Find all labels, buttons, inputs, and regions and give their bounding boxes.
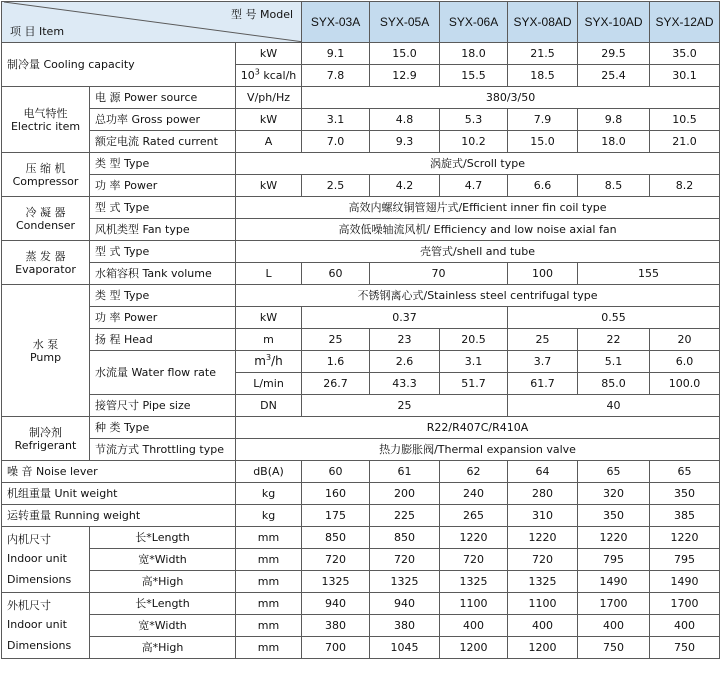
value-cell: 1700 — [578, 593, 650, 615]
value-cell: 85.0 — [578, 373, 650, 395]
value-cell: 940 — [302, 593, 370, 615]
value-cell: 4.7 — [440, 175, 508, 197]
value-cell: 15.0 — [508, 131, 578, 153]
model-name: SYX-08AD — [508, 2, 578, 43]
value-cell: 20 — [650, 329, 720, 351]
value-cell: 1200 — [508, 637, 578, 659]
value-cell: 1.6 — [302, 351, 370, 373]
value-cell: 225 — [370, 505, 440, 527]
table-row — [2, 329, 720, 351]
value-cell: 12.9 — [370, 65, 440, 87]
value-cell: 15.5 — [440, 65, 508, 87]
value-cell: 高效内螺纹铜管翅片式/Efficient inner fin coil type — [236, 197, 720, 219]
evaporator-category: 蒸 发 器 Evaporator — [2, 241, 90, 285]
value-cell: 795 — [578, 549, 650, 571]
table-row — [2, 307, 720, 329]
value-cell: 1100 — [440, 593, 508, 615]
row-label: 型 式 Type — [90, 241, 236, 263]
value-cell: 60 — [302, 461, 370, 483]
value-cell: 10.2 — [440, 131, 508, 153]
value-cell: 30.1 — [650, 65, 720, 87]
unit-cell: L/min — [236, 373, 302, 395]
value-cell: 62 — [440, 461, 508, 483]
table-row — [2, 43, 720, 65]
outdoor-dimensions-category: 外机尺寸 Indoor unit Dimensions — [2, 593, 90, 659]
table-row — [2, 109, 720, 131]
refrigerant-category: 制冷剂 Refrigerant — [2, 417, 90, 461]
value-cell: 4.2 — [370, 175, 440, 197]
table-row — [2, 615, 720, 637]
model-name: SYX-10AD — [578, 2, 650, 43]
value-cell: 160 — [302, 483, 370, 505]
value-cell: 9.1 — [302, 43, 370, 65]
unit-cell: kg — [236, 483, 302, 505]
value-cell: 20.5 — [440, 329, 508, 351]
row-label: 扬 程 Head — [90, 329, 236, 351]
value-cell: 5.3 — [440, 109, 508, 131]
value-cell: 1325 — [302, 571, 370, 593]
value-cell: 720 — [508, 549, 578, 571]
value-cell: 51.7 — [440, 373, 508, 395]
unit-cell: dB(A) — [236, 461, 302, 483]
value-cell: 240 — [440, 483, 508, 505]
value-cell: 1700 — [650, 593, 720, 615]
unit-cell: V/ph/Hz — [236, 87, 302, 109]
value-cell: 26.7 — [302, 373, 370, 395]
row-label: 运转重量 Running weight — [2, 505, 236, 527]
unit-cell: mm — [236, 549, 302, 571]
table-row — [2, 571, 720, 593]
value-cell: 0.37 — [302, 307, 508, 329]
value-cell: 70 — [370, 263, 508, 285]
value-cell: 6.6 — [508, 175, 578, 197]
item-header-label: 项 目 Item — [10, 25, 65, 38]
model-name: SYX-06A — [440, 2, 508, 43]
value-cell: 100 — [508, 263, 578, 285]
table-row — [2, 153, 720, 175]
value-cell: 1220 — [440, 527, 508, 549]
row-label: 宽*Width — [90, 615, 236, 637]
unit-cell: DN — [236, 395, 302, 417]
unit-cell: A — [236, 131, 302, 153]
value-cell: 350 — [578, 505, 650, 527]
value-cell: 1325 — [370, 571, 440, 593]
pump-category: 水 泵 Pump — [2, 285, 90, 417]
model-name: SYX-12AD — [650, 2, 720, 43]
value-cell: 8.5 — [578, 175, 650, 197]
unit-cell: mm — [236, 571, 302, 593]
table-row — [2, 527, 720, 549]
value-cell: 21.0 — [650, 131, 720, 153]
model-name: SYX-03A — [302, 2, 370, 43]
row-label: 长*Length — [90, 593, 236, 615]
value-cell: 23 — [370, 329, 440, 351]
value-cell: 25.4 — [578, 65, 650, 87]
value-cell: 720 — [302, 549, 370, 571]
value-cell: 720 — [370, 549, 440, 571]
header-row — [2, 2, 720, 43]
value-cell: 100.0 — [650, 373, 720, 395]
value-cell: 热力膨胀阀/Thermal expansion valve — [236, 439, 720, 461]
value-cell: 385 — [650, 505, 720, 527]
row-label: 节流方式 Throttling type — [90, 439, 236, 461]
row-label: 宽*Width — [90, 549, 236, 571]
unit-cell: mm — [236, 637, 302, 659]
unit-cell: kg — [236, 505, 302, 527]
value-cell: 750 — [650, 637, 720, 659]
row-label: 噪 音 Noise lever — [2, 461, 236, 483]
row-label: 机组重量 Unit weight — [2, 483, 236, 505]
row-label: 风机类型 Fan type — [90, 219, 236, 241]
value-cell: 200 — [370, 483, 440, 505]
electric-category: 电气特性 Electric item — [2, 87, 90, 153]
unit-cell: m — [236, 329, 302, 351]
value-cell: 4.8 — [370, 109, 440, 131]
unit-cell: mm — [236, 593, 302, 615]
row-label: 水箱容积 Tank volume — [90, 263, 236, 285]
value-cell: 不锈钢离心式/Stainless steel centrifugal type — [236, 285, 720, 307]
value-cell: 1490 — [578, 571, 650, 593]
value-cell: 155 — [578, 263, 720, 285]
value-cell: 10.5 — [650, 109, 720, 131]
value-cell: 7.9 — [508, 109, 578, 131]
table-row — [2, 131, 720, 153]
value-cell: 175 — [302, 505, 370, 527]
compressor-category: 压 缩 机 Compressor — [2, 153, 90, 197]
table-row — [2, 461, 720, 483]
value-cell: 850 — [302, 527, 370, 549]
value-cell: 7.8 — [302, 65, 370, 87]
table-row — [2, 87, 720, 109]
table-row — [2, 219, 720, 241]
header-corner — [2, 2, 302, 43]
value-cell: 350 — [650, 483, 720, 505]
value-cell: 15.0 — [370, 43, 440, 65]
table-row — [2, 505, 720, 527]
value-cell: 1490 — [650, 571, 720, 593]
value-cell: 35.0 — [650, 43, 720, 65]
value-cell: 7.0 — [302, 131, 370, 153]
value-cell: 380 — [370, 615, 440, 637]
value-cell: 850 — [370, 527, 440, 549]
value-cell: 1220 — [578, 527, 650, 549]
row-label: 总功率 Gross power — [90, 109, 236, 131]
value-cell: 6.0 — [650, 351, 720, 373]
value-cell: 29.5 — [578, 43, 650, 65]
table-row — [2, 417, 720, 439]
table-row — [2, 197, 720, 219]
unit-cell: $m^3/h$ — [236, 351, 302, 373]
value-cell: 9.3 — [370, 131, 440, 153]
model-header-label: 型 号 Model — [231, 8, 294, 21]
value-cell: 65 — [578, 461, 650, 483]
row-label: 型 式 Type — [90, 197, 236, 219]
row-label: 额定电流 Rated current — [90, 131, 236, 153]
value-cell: 795 — [650, 549, 720, 571]
unit-cell: mm — [236, 615, 302, 637]
value-cell: 61.7 — [508, 373, 578, 395]
row-label: 长*Length — [90, 527, 236, 549]
value-cell: 1325 — [440, 571, 508, 593]
value-cell: 265 — [440, 505, 508, 527]
value-cell: 720 — [440, 549, 508, 571]
value-cell: 18.0 — [578, 131, 650, 153]
value-cell: 1220 — [650, 527, 720, 549]
value-cell: 18.5 — [508, 65, 578, 87]
value-cell: 1200 — [440, 637, 508, 659]
value-cell: 5.1 — [578, 351, 650, 373]
row-label: 类 型 Type — [90, 285, 236, 307]
value-cell: 380/3/50 — [302, 87, 720, 109]
value-cell: 43.3 — [370, 373, 440, 395]
value-cell: 0.55 — [508, 307, 720, 329]
value-cell: 9.8 — [578, 109, 650, 131]
value-cell: 25 — [508, 329, 578, 351]
table-row — [2, 285, 720, 307]
unit-cell: kW — [236, 109, 302, 131]
value-cell: 280 — [508, 483, 578, 505]
indoor-dimensions-category: 内机尺寸 Indoor unit Dimensions — [2, 527, 90, 593]
table-row — [2, 483, 720, 505]
unit-cell: kW — [236, 43, 302, 65]
value-cell: 1325 — [508, 571, 578, 593]
value-cell: 1100 — [508, 593, 578, 615]
value-cell: 22 — [578, 329, 650, 351]
value-cell: 2.6 — [370, 351, 440, 373]
value-cell: 61 — [370, 461, 440, 483]
value-cell: 1045 — [370, 637, 440, 659]
value-cell: 高效低噪轴流风机/ Efficiency and low noise axial fan — [236, 219, 720, 241]
table-row — [2, 175, 720, 197]
value-cell: 25 — [302, 329, 370, 351]
value-cell: 940 — [370, 593, 440, 615]
value-cell: 涡旋式/Scroll type — [236, 153, 720, 175]
value-cell: 3.7 — [508, 351, 578, 373]
row-label: 类 型 Type — [90, 153, 236, 175]
model-name: SYX-05A — [370, 2, 440, 43]
spec-table — [1, 1, 720, 659]
value-cell: R22/R407C/R410A — [236, 417, 720, 439]
value-cell: 60 — [302, 263, 370, 285]
row-label: 高*High — [90, 637, 236, 659]
cooling-capacity-label: 制冷量 Cooling capacity — [2, 43, 236, 87]
row-label: 种 类 Type — [90, 417, 236, 439]
value-cell: 400 — [650, 615, 720, 637]
unit-cell: $10^3$ kcal/h — [236, 65, 302, 87]
table-row — [2, 549, 720, 571]
unit-cell: mm — [236, 527, 302, 549]
table-row — [2, 351, 720, 373]
table-row — [2, 439, 720, 461]
value-cell: 3.1 — [440, 351, 508, 373]
value-cell: 3.1 — [302, 109, 370, 131]
unit-cell: L — [236, 263, 302, 285]
value-cell: 400 — [508, 615, 578, 637]
row-label: 功 率 Power — [90, 307, 236, 329]
table-row — [2, 593, 720, 615]
row-label: 水流量 Water flow rate — [90, 351, 236, 395]
value-cell: 8.2 — [650, 175, 720, 197]
value-cell: 2.5 — [302, 175, 370, 197]
value-cell: 310 — [508, 505, 578, 527]
value-cell: 1220 — [508, 527, 578, 549]
value-cell: 壳管式/shell and tube — [236, 241, 720, 263]
table-row — [2, 637, 720, 659]
row-label: 接管尺寸 Pipe size — [90, 395, 236, 417]
table-row — [2, 395, 720, 417]
value-cell: 25 — [302, 395, 508, 417]
value-cell: 64 — [508, 461, 578, 483]
value-cell: 700 — [302, 637, 370, 659]
row-label: 功 率 Power — [90, 175, 236, 197]
row-label: 高*High — [90, 571, 236, 593]
table-row — [2, 241, 720, 263]
table-row — [2, 263, 720, 285]
unit-cell: kW — [236, 307, 302, 329]
value-cell: 750 — [578, 637, 650, 659]
value-cell: 40 — [508, 395, 720, 417]
value-cell: 18.0 — [440, 43, 508, 65]
unit-cell: kW — [236, 175, 302, 197]
row-label: 电 源 Power source — [90, 87, 236, 109]
value-cell: 21.5 — [508, 43, 578, 65]
condenser-category: 冷 凝 器 Condenser — [2, 197, 90, 241]
value-cell: 400 — [440, 615, 508, 637]
value-cell: 400 — [578, 615, 650, 637]
value-cell: 380 — [302, 615, 370, 637]
value-cell: 320 — [578, 483, 650, 505]
value-cell: 65 — [650, 461, 720, 483]
